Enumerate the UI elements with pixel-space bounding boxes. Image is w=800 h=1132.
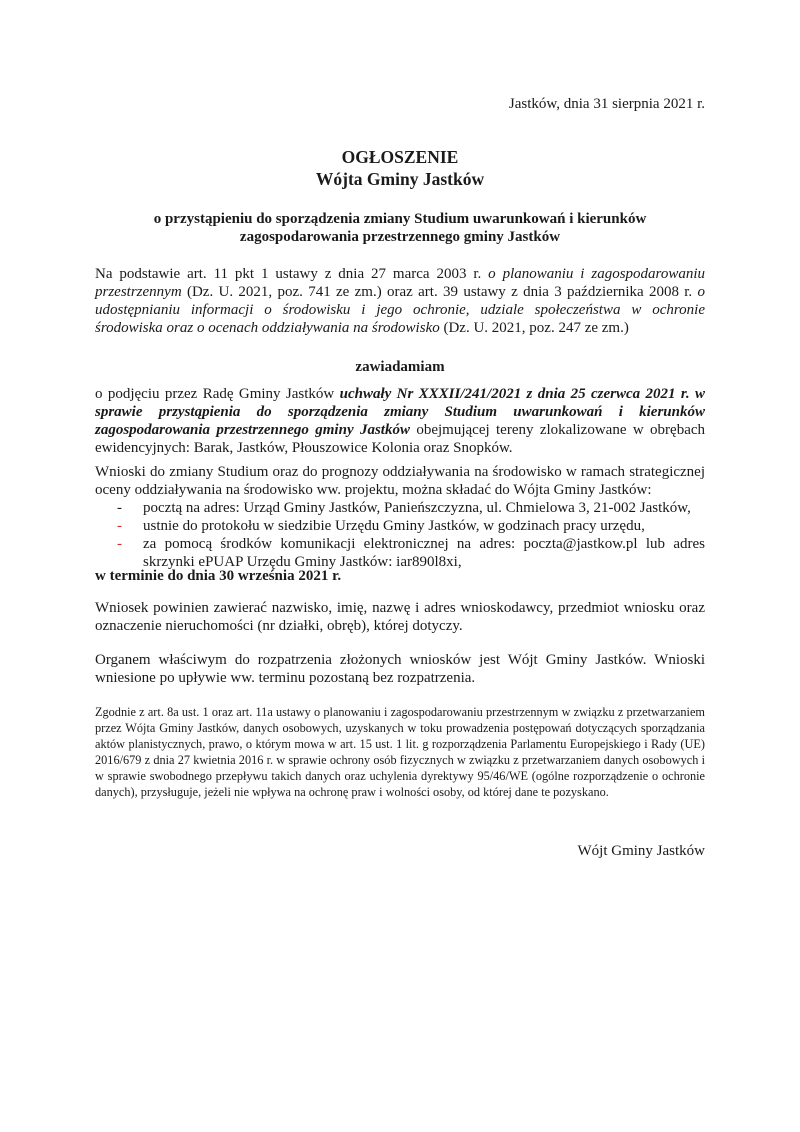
announcement-subject [95, 210, 705, 246]
announcement-title [95, 146, 705, 190]
deadline-line: w terminie do dnia 30 września 2021 r. [95, 568, 342, 584]
title-line-2: Wójta Gminy Jastków [315, 169, 485, 189]
legal-basis-text-1: Na podstawie art. 11 pkt 1 ustawy z dnia 27 marca 2003 r. [95, 266, 489, 282]
bullet-dash: - [117, 500, 122, 516]
subject-line-2: zagospodarowania przestrzennego gminy Jastków [239, 229, 561, 245]
bullet-dash: - [117, 518, 122, 534]
resolution-text-1: o podjęciu przez Radę Gminy Jastków [95, 386, 340, 402]
resolution-text-2: obejmującej tereny zlokalizowane w obrębach ewidencyjnych: Barak, Jastków, Płouszowice Kolonia oraz Snopków. [95, 422, 706, 456]
gdpr-notice-paragraph: Zgodnie z art. 8a ust. 1 oraz art. 11a ustawy o planowaniu i zagospodarowaniu przestrzennym w związku z przetwarzaniem przez Wójta Gminy Jastków, danych osobowych, uzyskanych w toku prowadzenia postępowań dotyczących sporządzania aktów planistycznych, prawo, o którym mowa w art. 15 ust. 1 lit. g rozporządzenia Parlamentu Europejskiego i Rady (UE) 2016/679 z dnia 27 kwietnia 2016 r. w sprawie ochrony osób fizycznych w związku z przetwarzaniem danych osobowych i w sprawie swobodnego przepływu takich danych oraz uchylenia dyrektywy 95/46/WE (ogólne rozporządzenie o ochronie danych), przysługuje, jeżeli nie wpływa na ochronę praw i wolności osoby, od której dane te pozyskano. [95, 705, 705, 799]
bullet-dash: - [117, 536, 122, 552]
list-item [95, 517, 705, 535]
legal-basis-text-3: (Dz. U. 2021, poz. 247 ze zm.) [439, 320, 629, 336]
submission-method-post: pocztą na adres: Urząd Gminy Jastków, Panieńszczyzna, ul. Chmielowa 3, 21-002 Jastków, [143, 500, 691, 516]
legal-basis-paragraph [95, 265, 705, 337]
list-item [95, 499, 705, 517]
signature: Wójt Gminy Jastków [577, 843, 705, 859]
submission-methods-list [95, 499, 705, 571]
title-line-1: OGŁOSZENIE [341, 147, 459, 167]
resolution-paragraph [95, 385, 705, 457]
requests-intro-paragraph: Wnioski do zmiany Studium oraz do prognozy oddziaływania na środowisko w ramach strategicznej oceny oddziaływania na środowisko ww. projektu, można składać do Wójta Gminy Jastków: [95, 464, 705, 498]
notify-heading: zawiadamiam [355, 359, 445, 375]
resolution-title: uchwały Nr XXXII/241/2021 z dnia 25 czerwca 2021 r. w sprawie przystąpienia do sporządzenia zmiany Studium uwarunkowań i kierunków zagospodarowania przestrzennego gminy Jastków [95, 386, 705, 438]
authority-paragraph: Organem właściwym do rozpatrzenia złożonych wniosków jest Wójt Gminy Jastków. Wnioski wniesione po upływie ww. terminu pozostaną bez rozpatrzenia. [95, 652, 705, 686]
list-item [95, 535, 705, 571]
legal-basis-act-1: o planowaniu i zagospodarowaniu przestrzennym [95, 266, 705, 300]
request-content-paragraph: Wniosek powinien zawierać nazwisko, imię, nazwę i adres wnioskodawcy, przedmiot wniosku oraz oznaczenie nieruchomości (nr działki, obręb), której dotyczy. [95, 600, 705, 634]
submission-method-electronic: za pomocą środków komunikacji elektronicznej na adres: poczta@jastkow.pl lub adres skrzynki ePUAP Urzędu Gminy Jastków: iar890l8xi, [143, 536, 705, 570]
date-line: Jastków, dnia 31 sierpnia 2021 r. [508, 96, 705, 112]
submission-method-oral: ustnie do protokołu w siedzibie Urzędu Gminy Jastków, w godzinach pracy urzędu, [143, 518, 645, 534]
subject-line-1: o przystąpieniu do sporządzenia zmiany Studium uwarunkowań i kierunków [153, 211, 647, 227]
legal-basis-act-2: o udostępnianiu informacji o środowisku i jego ochronie, udziale społeczeństwa w ochronie środowiska oraz o ocenach oddziaływania na środowisko [95, 284, 705, 336]
legal-basis-text-2: (Dz. U. 2021, poz. 741 ze zm.) oraz art. 39 ustawy z dnia 3 października 2008 r. [181, 284, 698, 300]
